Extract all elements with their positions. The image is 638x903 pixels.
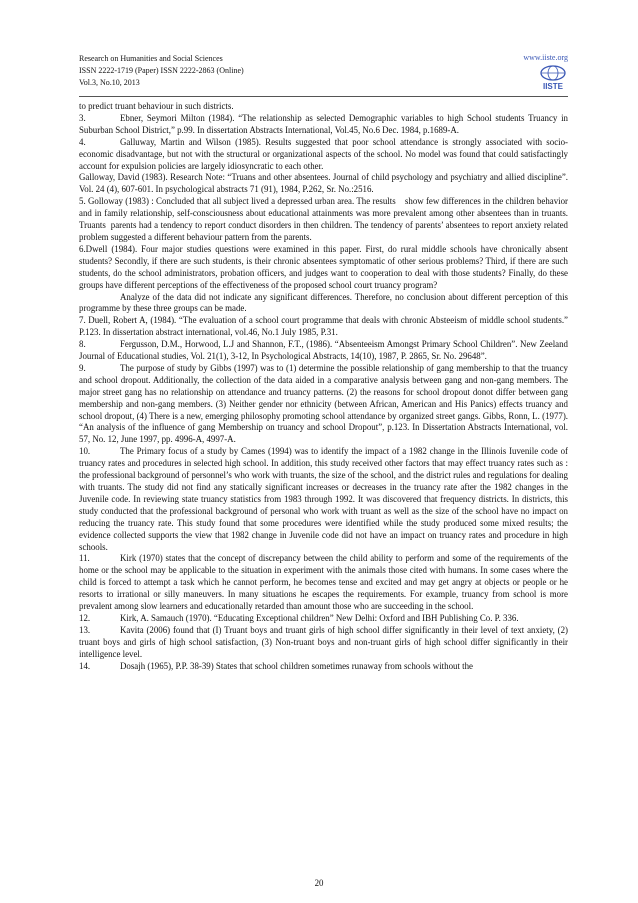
reference-number: 4. [79, 136, 86, 147]
reference-number: 8. [79, 339, 86, 350]
reference-3 [79, 113, 568, 137]
journal-issn: ISSN 2222-1719 (Paper) ISSN 2222-2863 (Online) [79, 66, 244, 75]
paragraph-galloway: Galloway, David (1983). Research Note: “Truans and other absentees. Journal of child psychology and psychiatry and allied discipline”. Vol. 24 (4), 607-601. In psychological abstracts 71 (91), 1984, P.262, Sr. No.:2516. [79, 172, 568, 195]
article-body [79, 101, 571, 673]
reference-text: The Primary focus of a study by Cames (1994) was to identify the impact of a 1982 change in the Illinois Iuvenile code of truancy rates and procedures in selected high school. In addition, this study received other factors that may effect truancy rates such as : the professional background of personnel’s who work with truants, the size of the school, and the district rules and regulations for dealing with truants. The study did not find any statically significant increases or decreases in the truancy rate after the 1982 changes in the Juvenile code. In reviewing state truancy statistics from 1983 through 1992. It was discovered that frequency districts. In districts, this study conducted that the professional background of personal who work with truant as well as the size of the school have no impact on reducing the truancy rate. This study found that some procedures were identified while the study produced some mixed results; the evidence collected supports the view that 1982 change in Juvenile code did not have an impact on truancy rates and procedure in high schools. [79, 446, 568, 552]
reference-text: Kirk, A. Samauch (1970). “Educating Exceptional children” New Delhi: Oxford and IBH Publishing Co. P. 336. [120, 612, 519, 623]
reference-13 [79, 625, 568, 661]
reference-number: 13. [79, 624, 91, 635]
paragraph-6: 6.Dwell (1984). Four major studies questions were examined in this paper. First, do rural middle schools have chronically absent students? Secondly, if there are such students, is their chronic absentees symptomatic of other serious problems? Third, if there are such students, do the school administrators, probation officers, and judges want to cooperation to deal with those students? Finally, do these groups have different perceptions of the effectiveness of the proposed school court truancy program? [79, 243, 568, 290]
page-header [79, 53, 568, 93]
journal-name: Research on Humanities and Social Sciences [79, 54, 223, 63]
reference-number: 9. [79, 362, 86, 373]
reference-number: 14. [79, 660, 91, 671]
reference-text: Fergusson, D.M., Horwood, L.J and Shannon, F.T., (1986). “Absenteeism Amongst Primary School Children”. New Zeeland Journal of Educational studies, Vol. 21(1), 3-12, In Psychological Abstracts, 14(10), 1987, P. 2865, Sr. No. 29648”. [79, 339, 568, 362]
journal-volume: Vol.3, No.10, 2013 [79, 78, 140, 87]
reference-8 [79, 339, 568, 363]
reference-number: 12. [79, 612, 91, 623]
reference-4 [79, 137, 568, 173]
logo-text: IISTE [542, 82, 564, 91]
reference-number: 3. [79, 112, 86, 123]
reference-text: Kavita (2006) found that (I) Truant boys and truant girls of high school differ significantly in their level of text anxiety, (2) truant boys and girls of high school satisfaction, (3) Non-truant boys and non-truant girls of high school differ significantly in their intelligence level. [79, 624, 568, 659]
reference-9 [79, 363, 568, 446]
header-divider [79, 96, 568, 97]
reference-text: Kirk (1970) states that the concept of discrepancy between the child ability to perform and some of the requirements of the home or the school may be applicable to the situation in experiment with the animals those cited with humans. In some cases where the child is forced to attempt a task which he cannot perform, he becomes tense and excited and may get angry at objects or people or he resorts to irrational or silly maneuvers. In many situations he escapes the requirements. For example, truancy from school is more prevalent among slow learners and educationally retarded than amount those who are succeeding in the school. [79, 553, 568, 612]
paragraph-6-analysis: Analyze of the data did not indicate any significant differences. Therefore, no conclusion about different perception of this programme by these three groups can be made. [79, 291, 568, 314]
iiste-logo-icon [538, 64, 568, 92]
page-number: 20 [314, 878, 324, 888]
paragraph-5: 5. Golloway (1983) : Concluded that all subject lived a depressed urban area. The results show few differences in the children behavior and in family relationship, self-consciousness about educational attainments was more prevalent among other absentees than in truants. Truants parents had a tendency to report conduct disorders in then children. The tendency of parents’ absentees to report anxiety related problem suggested a different behaviour pattern from the parents. [79, 196, 571, 242]
reference-text: Dosajh (1965), P.P. 38-39) States that school children sometimes runaway from schools without the [120, 660, 473, 671]
reference-text: Galluway, Martin and Wilson (1985). Results suggested that poor school attendance is strongly associated with socio-economic disadvantage, but not with the structural or organizational aspects of the school. No model was found that could satisfactingly account for expulsion policies are largely idiosyncratic to each other. [79, 136, 568, 171]
reference-number: 11. [79, 553, 90, 564]
reference-14 [79, 661, 568, 673]
paragraph-7: 7. Duell, Robert A, (1984). “The evaluation of a school court programme that deals with chronic Absteeism of middle school students.” P.123. In dissertation abstract international, vol.46, No.1 July 1985, P.31. [79, 315, 568, 338]
reference-text: Ebner, Seymori Milton (1984). “The relationship as selected Demographic variables to high School students Truancy in Suburban School District,” p.99. In dissertation Abstracts International, Vol.45, No.6 Dec. 1984, p.1689-A. [79, 112, 568, 135]
paragraph-intro: to predict truant behaviour in such districts. [79, 101, 234, 111]
reference-10 [79, 446, 568, 553]
reference-12 [79, 613, 568, 625]
reference-11 [79, 553, 568, 613]
reference-number: 10. [79, 446, 91, 457]
journal-url-link[interactable]: www.iiste.org [523, 53, 568, 62]
reference-text: The purpose of study by Gibbs (1997) was to (1) determine the possible relationship of gang membership to that the truancy and school dropout. Additionally, the collection of the data aided in a comparative analysis between gang and non-gang members. The major street gang has no relationship on attendance and truancy patterns. (2) the reasons for school dropout donot differ between gang membership and non-gang members. (3) Neither gender nor ethnicity (between African, American and His Panics) effects truancy and school dropout, (4) There is a new, emerging philosophy promoting school attendance by organized street gangs. Gibbs, Ronn, L. (1977). “An analysis of the influence of gang Membership on truancy and school Dropout”, p.123. In Dissertation Abstracts International, vol. 57, No. 12, June 1997, pp. 4996-A, 4997-A. [79, 362, 568, 445]
